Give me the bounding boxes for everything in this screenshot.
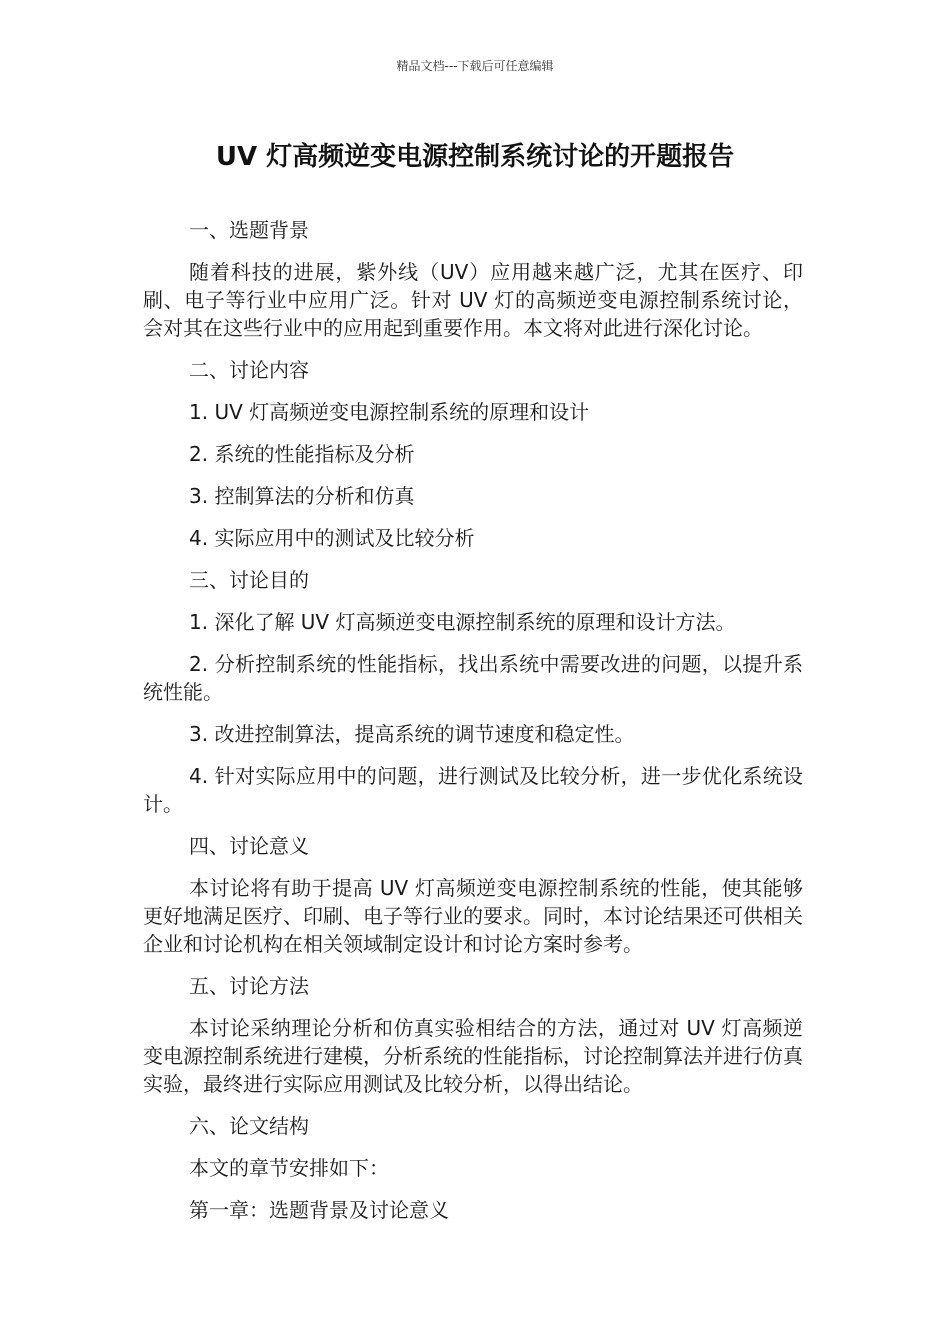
list-item-purpose-4: 4. 针对实际应用中的问题，进行测试及比较分析，进一步优化系统设计。 (143, 764, 803, 816)
chapter-item-1: 第一章：选题背景及讨论意义 (189, 1198, 449, 1222)
section-heading-purpose: 三、讨论目的 (189, 568, 309, 592)
list-item-purpose-3: 3. 改进控制算法，提高系统的调节速度和稳定性。 (189, 722, 635, 746)
section-heading-significance: 四、讨论意义 (189, 834, 309, 858)
document-title: UV 灯高频逆变电源控制系统讨论的开题报告 (215, 142, 735, 172)
paragraph-background: 随着科技的进展，紫外线（UV）应用越来越广泛，尤其在医疗、印刷、电子等行业中应用广泛。针对 UV 灯的高频逆变电源控制系统讨论，会对其在这些行业中的应用起到重要作用。本文将对此进行深化讨论。 (143, 260, 803, 340)
list-item-content-1: 1. UV 灯高频逆变电源控制系统的原理和设计 (189, 400, 590, 424)
paragraph-method: 本讨论采纳理论分析和仿真实验相结合的方法，通过对 UV 灯高频逆变电源控制系统进行建模，分析系统的性能指标，讨论控制算法并进行仿真实验，最终进行实际应用测试及比较分析，以得出结论。 (143, 1016, 803, 1096)
list-item-content-3: 3. 控制算法的分析和仿真 (189, 484, 415, 508)
page-header: 精品文档---下载后可任意编辑 (396, 59, 554, 73)
section-heading-structure: 六、论文结构 (189, 1114, 309, 1138)
document-body (143, 216, 803, 1238)
list-item-content-2: 2. 系统的性能指标及分析 (189, 442, 415, 466)
section-heading-background: 一、选题背景 (189, 218, 309, 242)
section-heading-content: 二、讨论内容 (189, 358, 309, 382)
section-heading-method: 五、讨论方法 (189, 974, 309, 998)
list-item-purpose-2: 2. 分析控制系统的性能指标，找出系统中需要改进的问题，以提升系统性能。 (143, 652, 803, 704)
paragraph-significance: 本讨论将有助于提高 UV 灯高频逆变电源控制系统的性能，使其能够更好地满足医疗、印刷、电子等行业的要求。同时，本讨论结果还可供相关企业和讨论机构在相关领域制定设计和讨论方案时参考。 (143, 876, 803, 956)
list-item-purpose-1: 1. 深化了解 UV 灯高频逆变电源控制系统的原理和设计方法。 (189, 610, 736, 634)
list-item-content-4: 4. 实际应用中的测试及比较分析 (189, 526, 475, 550)
paragraph-structure-intro: 本文的章节安排如下： (189, 1156, 389, 1180)
